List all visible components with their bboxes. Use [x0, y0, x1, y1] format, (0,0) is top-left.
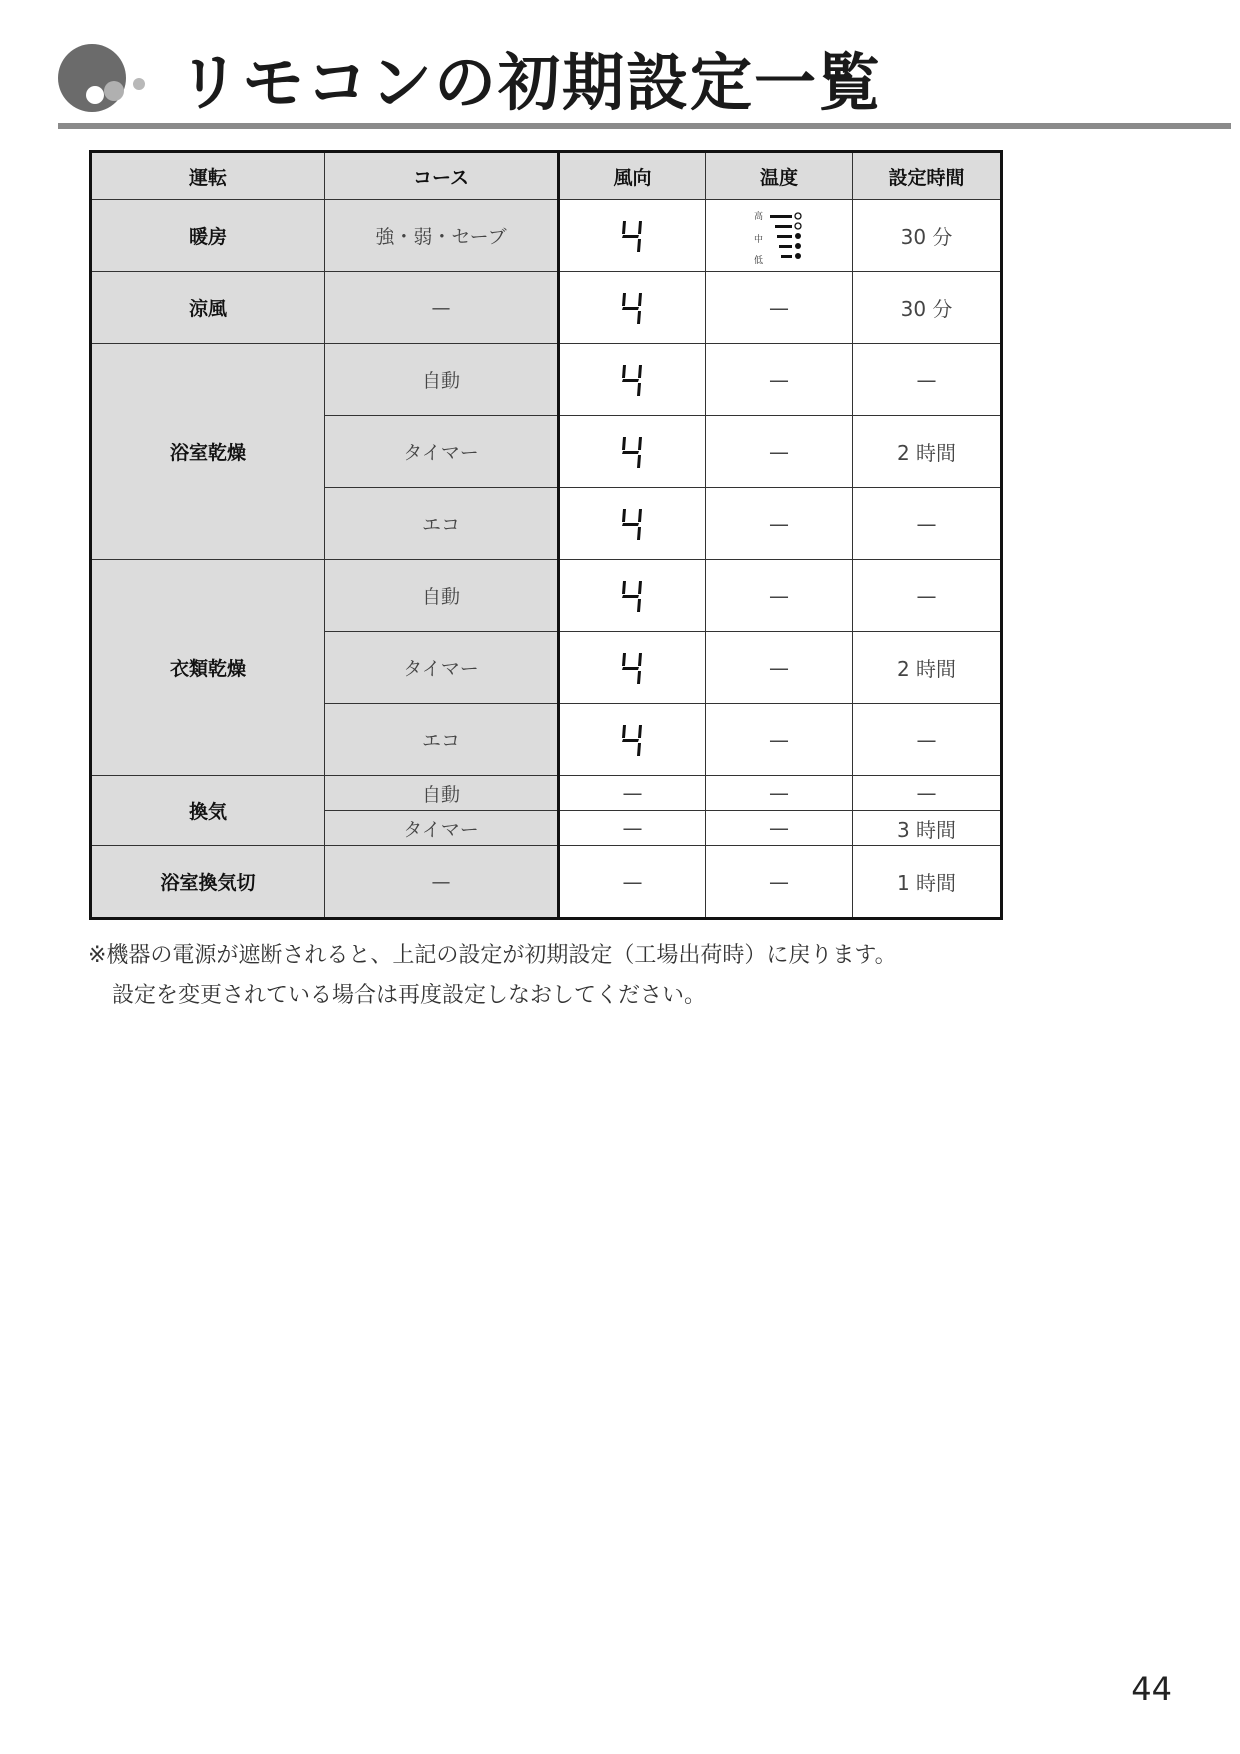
seven-segment-4-icon — [620, 434, 646, 470]
note-power-reset: ※機器の電源が遮断されると、上記の設定が初期設定（工場出荷時）に戻ります。 — [88, 943, 897, 968]
seven-segment-4-icon — [620, 650, 646, 686]
title-underline — [58, 123, 1231, 129]
mode-cell: 浴室乾燥 — [91, 344, 325, 560]
seven-segment-4-icon — [620, 362, 646, 398]
table-header-row — [91, 152, 1002, 200]
initial-settings-table — [89, 150, 1003, 920]
page-title: リモコンの初期設定一覧 — [178, 46, 883, 119]
time-cell: 2 時間 — [853, 632, 1002, 704]
wind-cell: — — [559, 846, 706, 919]
time-cell: 2 時間 — [853, 416, 1002, 488]
time-cell: 30 分 — [853, 200, 1002, 272]
time-cell: — — [853, 560, 1002, 632]
header-temperature: 温度 — [706, 152, 853, 200]
seven-segment-4-icon — [620, 506, 646, 542]
time-cell: — — [853, 344, 1002, 416]
wind-cell — [559, 416, 706, 488]
table-row — [91, 344, 1002, 416]
table-row — [91, 200, 1002, 272]
header-mode: 運転 — [91, 152, 325, 200]
course-cell: 自動 — [325, 560, 559, 632]
wind-cell — [559, 560, 706, 632]
header-course: コース — [325, 152, 559, 200]
table-row — [91, 846, 1002, 919]
course-cell: — — [325, 272, 559, 344]
temp-label-low: 低 — [754, 255, 764, 266]
temperature-cell: — — [706, 560, 853, 632]
time-cell: 1 時間 — [853, 846, 1002, 919]
temperature-cell: — — [706, 488, 853, 560]
course-cell: エコ — [325, 704, 559, 776]
time-cell: 30 分 — [853, 272, 1002, 344]
table-row — [91, 776, 1002, 811]
mode-cell: 暖房 — [91, 200, 325, 272]
time-cell: 3 時間 — [853, 811, 1002, 846]
seven-segment-4-icon — [620, 722, 646, 758]
wind-cell — [559, 488, 706, 560]
header-wind-direction: 風向 — [559, 152, 706, 200]
mode-cell: 換気 — [91, 776, 325, 846]
mode-cell: 衣類乾燥 — [91, 560, 325, 776]
temperature-level-gauge-icon — [748, 206, 810, 266]
seven-segment-4-icon — [620, 218, 646, 254]
temperature-cell: — — [706, 811, 853, 846]
wind-cell: — — [559, 811, 706, 846]
course-cell: タイマー — [325, 811, 559, 846]
note-reconfigure: 設定を変更されている場合は再度設定しなおしてください。 — [112, 983, 707, 1008]
temperature-cell: — — [706, 704, 853, 776]
temp-label-high: 高 — [754, 211, 764, 222]
wind-cell — [559, 200, 706, 272]
table-row — [91, 272, 1002, 344]
time-cell: — — [853, 704, 1002, 776]
temperature-cell: — — [706, 776, 853, 811]
wind-cell — [559, 344, 706, 416]
mode-cell: 涼風 — [91, 272, 325, 344]
course-cell: — — [325, 846, 559, 919]
temperature-cell: — — [706, 846, 853, 919]
course-cell: エコ — [325, 488, 559, 560]
course-cell: 強・弱・セーブ — [325, 200, 559, 272]
temperature-cell: — — [706, 344, 853, 416]
temperature-cell: — — [706, 416, 853, 488]
course-cell: タイマー — [325, 416, 559, 488]
temperature-cell — [706, 200, 853, 272]
table-row — [91, 560, 1002, 632]
mode-cell: 浴室換気切 — [91, 846, 325, 919]
time-cell: — — [853, 776, 1002, 811]
temp-label-mid: 中 — [754, 234, 764, 245]
temperature-cell: — — [706, 632, 853, 704]
course-cell: タイマー — [325, 632, 559, 704]
wind-cell: — — [559, 776, 706, 811]
header-set-time: 設定時間 — [853, 152, 1002, 200]
course-cell: 自動 — [325, 776, 559, 811]
bubble-circles-icon — [58, 42, 150, 114]
wind-cell — [559, 272, 706, 344]
time-cell: — — [853, 488, 1002, 560]
temperature-cell: — — [706, 272, 853, 344]
course-cell: 自動 — [325, 344, 559, 416]
seven-segment-4-icon — [620, 290, 646, 326]
wind-cell — [559, 704, 706, 776]
wind-cell — [559, 632, 706, 704]
seven-segment-4-icon — [620, 578, 646, 614]
page-number: 44 — [1131, 1670, 1172, 1708]
